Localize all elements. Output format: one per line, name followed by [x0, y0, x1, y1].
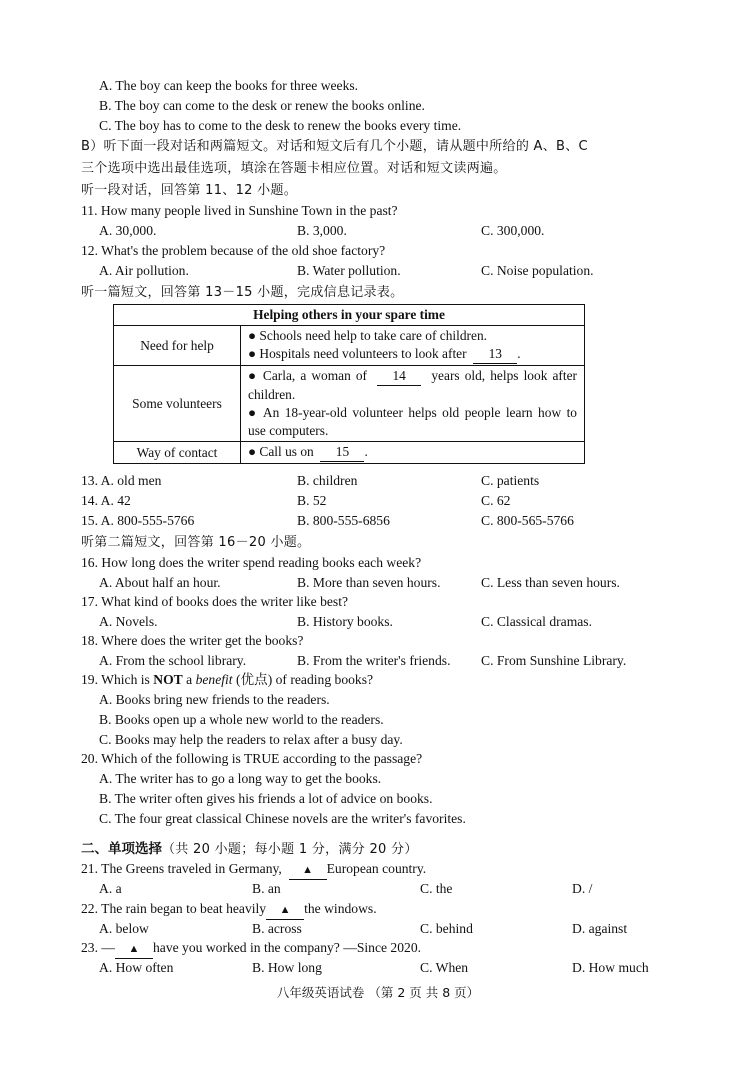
q11-stem: 11. How many people lived in Sunshine Town in the past?	[81, 203, 398, 218]
section-b-instruction-line1: B）听下面一段对话和两篇短文。对话和短文后有几个小题，请从题中所给的 A、B、C	[81, 139, 588, 154]
q16-option-a: A. About half an hour.	[99, 575, 221, 590]
q22-option-b: B. across	[252, 921, 302, 936]
q18-option-b: B. From the writer's friends.	[297, 653, 451, 668]
need-line-schools: ● Schools need help to take care of children.	[248, 328, 487, 343]
q23-option-b: B. How long	[252, 960, 322, 975]
row-way-of-contact-content: ● Call us on 15 .	[241, 442, 585, 464]
q22-option-d: D. against	[572, 921, 628, 936]
q19-option-a: A. Books bring new friends to the readers.	[99, 692, 330, 707]
q16-option-c: C. Less than seven hours.	[481, 575, 620, 590]
row-need-for-help-content	[241, 326, 585, 366]
blank-13: 13	[473, 345, 517, 364]
q11-option-a: A. 30,000.	[99, 223, 157, 238]
answer-blank-marker: ▲	[115, 940, 153, 959]
q10-option-a: A. The boy can keep the books for three weeks.	[99, 78, 359, 93]
q21-stem: 21. The Greens traveled in Germany, ▲ European country.	[81, 860, 426, 880]
q11-option-c: C. 300,000.	[481, 223, 545, 238]
need-line-hospitals: ● Hospitals need volunteers to look after 13 .	[248, 345, 577, 364]
q23-option-a: A. How often	[99, 960, 174, 975]
page-footer: 八年级英语试卷 （第 2 页 共 8 页）	[276, 985, 480, 1000]
q12-option-c: C. Noise population.	[481, 263, 594, 278]
q20-stem: 20. Which of the following is TRUE according to the passage?	[81, 751, 423, 766]
q15-option-a: 15. A. 800-555-5766	[81, 513, 195, 528]
row-some-volunteers-content	[241, 366, 585, 442]
q15-option-c: C. 800-565-5766	[481, 513, 574, 528]
q20-option-c: C. The four great classical Chinese novels are the writer's favorites.	[99, 811, 466, 826]
q19-option-c: C. Books may help the readers to relax after a busy day.	[99, 732, 403, 747]
q14-option-b: B. 52	[297, 493, 327, 508]
part2-heading: 二、单项选择（共 20 小题；每小题 1 分，满分 20 分）	[81, 841, 418, 857]
q23-option-c: C. When	[420, 960, 469, 975]
row-some-volunteers-label: Some volunteers	[114, 366, 241, 442]
passage2-intro: 听第二篇短文，回答第 16－20 小题。	[81, 535, 311, 550]
q14-option-a: 14. A. 42	[81, 493, 131, 508]
info-record-table	[113, 304, 585, 464]
q12-stem: 12. What's the problem because of the old shoe factory?	[81, 243, 386, 258]
q21-option-b: B. an	[252, 881, 281, 896]
q10-option-c: C. The boy has to come to the desk to renew the books every time.	[99, 118, 462, 133]
q12-option-b: B. Water pollution.	[297, 263, 401, 278]
row-way-of-contact-label: Way of contact	[114, 442, 241, 464]
table-title: Helping others in your spare time	[114, 305, 585, 326]
q12-option-a: A. Air pollution.	[99, 263, 189, 278]
q23-option-d: D. How much	[572, 960, 649, 975]
volunteer-18-year-old: ● An 18-year-old volunteer helps old people learn how to use computers.	[248, 405, 577, 438]
q23-stem: 23. — ▲ have you worked in the company? —Since 2020.	[81, 939, 421, 959]
q17-option-a: A. Novels.	[99, 614, 158, 629]
blank-14: 14	[377, 367, 421, 386]
q22-option-a: A. below	[99, 921, 149, 936]
dialogue-intro: 听一段对话，回答第 11、12 小题。	[81, 183, 298, 198]
q18-option-a: A. From the school library.	[99, 653, 247, 668]
q21-option-a: A. a	[99, 881, 122, 896]
q16-stem: 16. How long does the writer spend reading books each week?	[81, 555, 422, 570]
q21-option-c: C. the	[420, 881, 453, 896]
row-need-for-help-label: Need for help	[114, 326, 241, 366]
section-b-instruction-line2: 三个选项中选出最佳选项，填涂在答题卡相应位置。对话和短文读两遍。	[81, 161, 507, 176]
q13-option-c: C. patients	[481, 473, 540, 488]
passage1-intro: 听一篇短文，回答第 13－15 小题，完成信息记录表。	[81, 285, 404, 300]
volunteer-carla: ● Carla, a woman of 14 years old, helps look after children.	[248, 368, 577, 402]
answer-blank-marker: ▲	[289, 861, 327, 880]
q14-option-c: C. 62	[481, 493, 511, 508]
q18-stem: 18. Where does the writer get the books?	[81, 633, 304, 648]
q19-keyword-benefit: benefit	[195, 672, 233, 687]
answer-blank-marker: ▲	[266, 901, 304, 920]
q10-option-b: B. The boy can come to the desk or renew the books online.	[99, 98, 425, 113]
blank-15: 15	[320, 443, 364, 462]
q17-stem: 17. What kind of books does the writer like best?	[81, 594, 349, 609]
q20-option-b: B. The writer often gives his friends a lot of advice on books.	[99, 791, 433, 806]
q21-option-d: D. /	[572, 881, 593, 896]
q19-stem: 19. Which is NOT a benefit (优点) of reading books?	[81, 672, 374, 687]
q19-option-b: B. Books open up a whole new world to the readers.	[99, 712, 384, 727]
q17-option-c: C. Classical dramas.	[481, 614, 592, 629]
q13-option-b: B. children	[297, 473, 358, 488]
q18-option-c: C. From Sunshine Library.	[481, 653, 627, 668]
q11-option-b: B. 3,000.	[297, 223, 347, 238]
q22-option-c: C. behind	[420, 921, 473, 936]
q19-emphasis-not: NOT	[153, 672, 183, 687]
q15-option-b: B. 800-555-6856	[297, 513, 390, 528]
q20-option-a: A. The writer has to go a long way to get the books.	[99, 771, 382, 786]
q13-option-a: 13. A. old men	[81, 473, 162, 488]
q22-stem: 22. The rain began to beat heavily ▲ the windows.	[81, 900, 377, 920]
q17-option-b: B. History books.	[297, 614, 393, 629]
q16-option-b: B. More than seven hours.	[297, 575, 441, 590]
